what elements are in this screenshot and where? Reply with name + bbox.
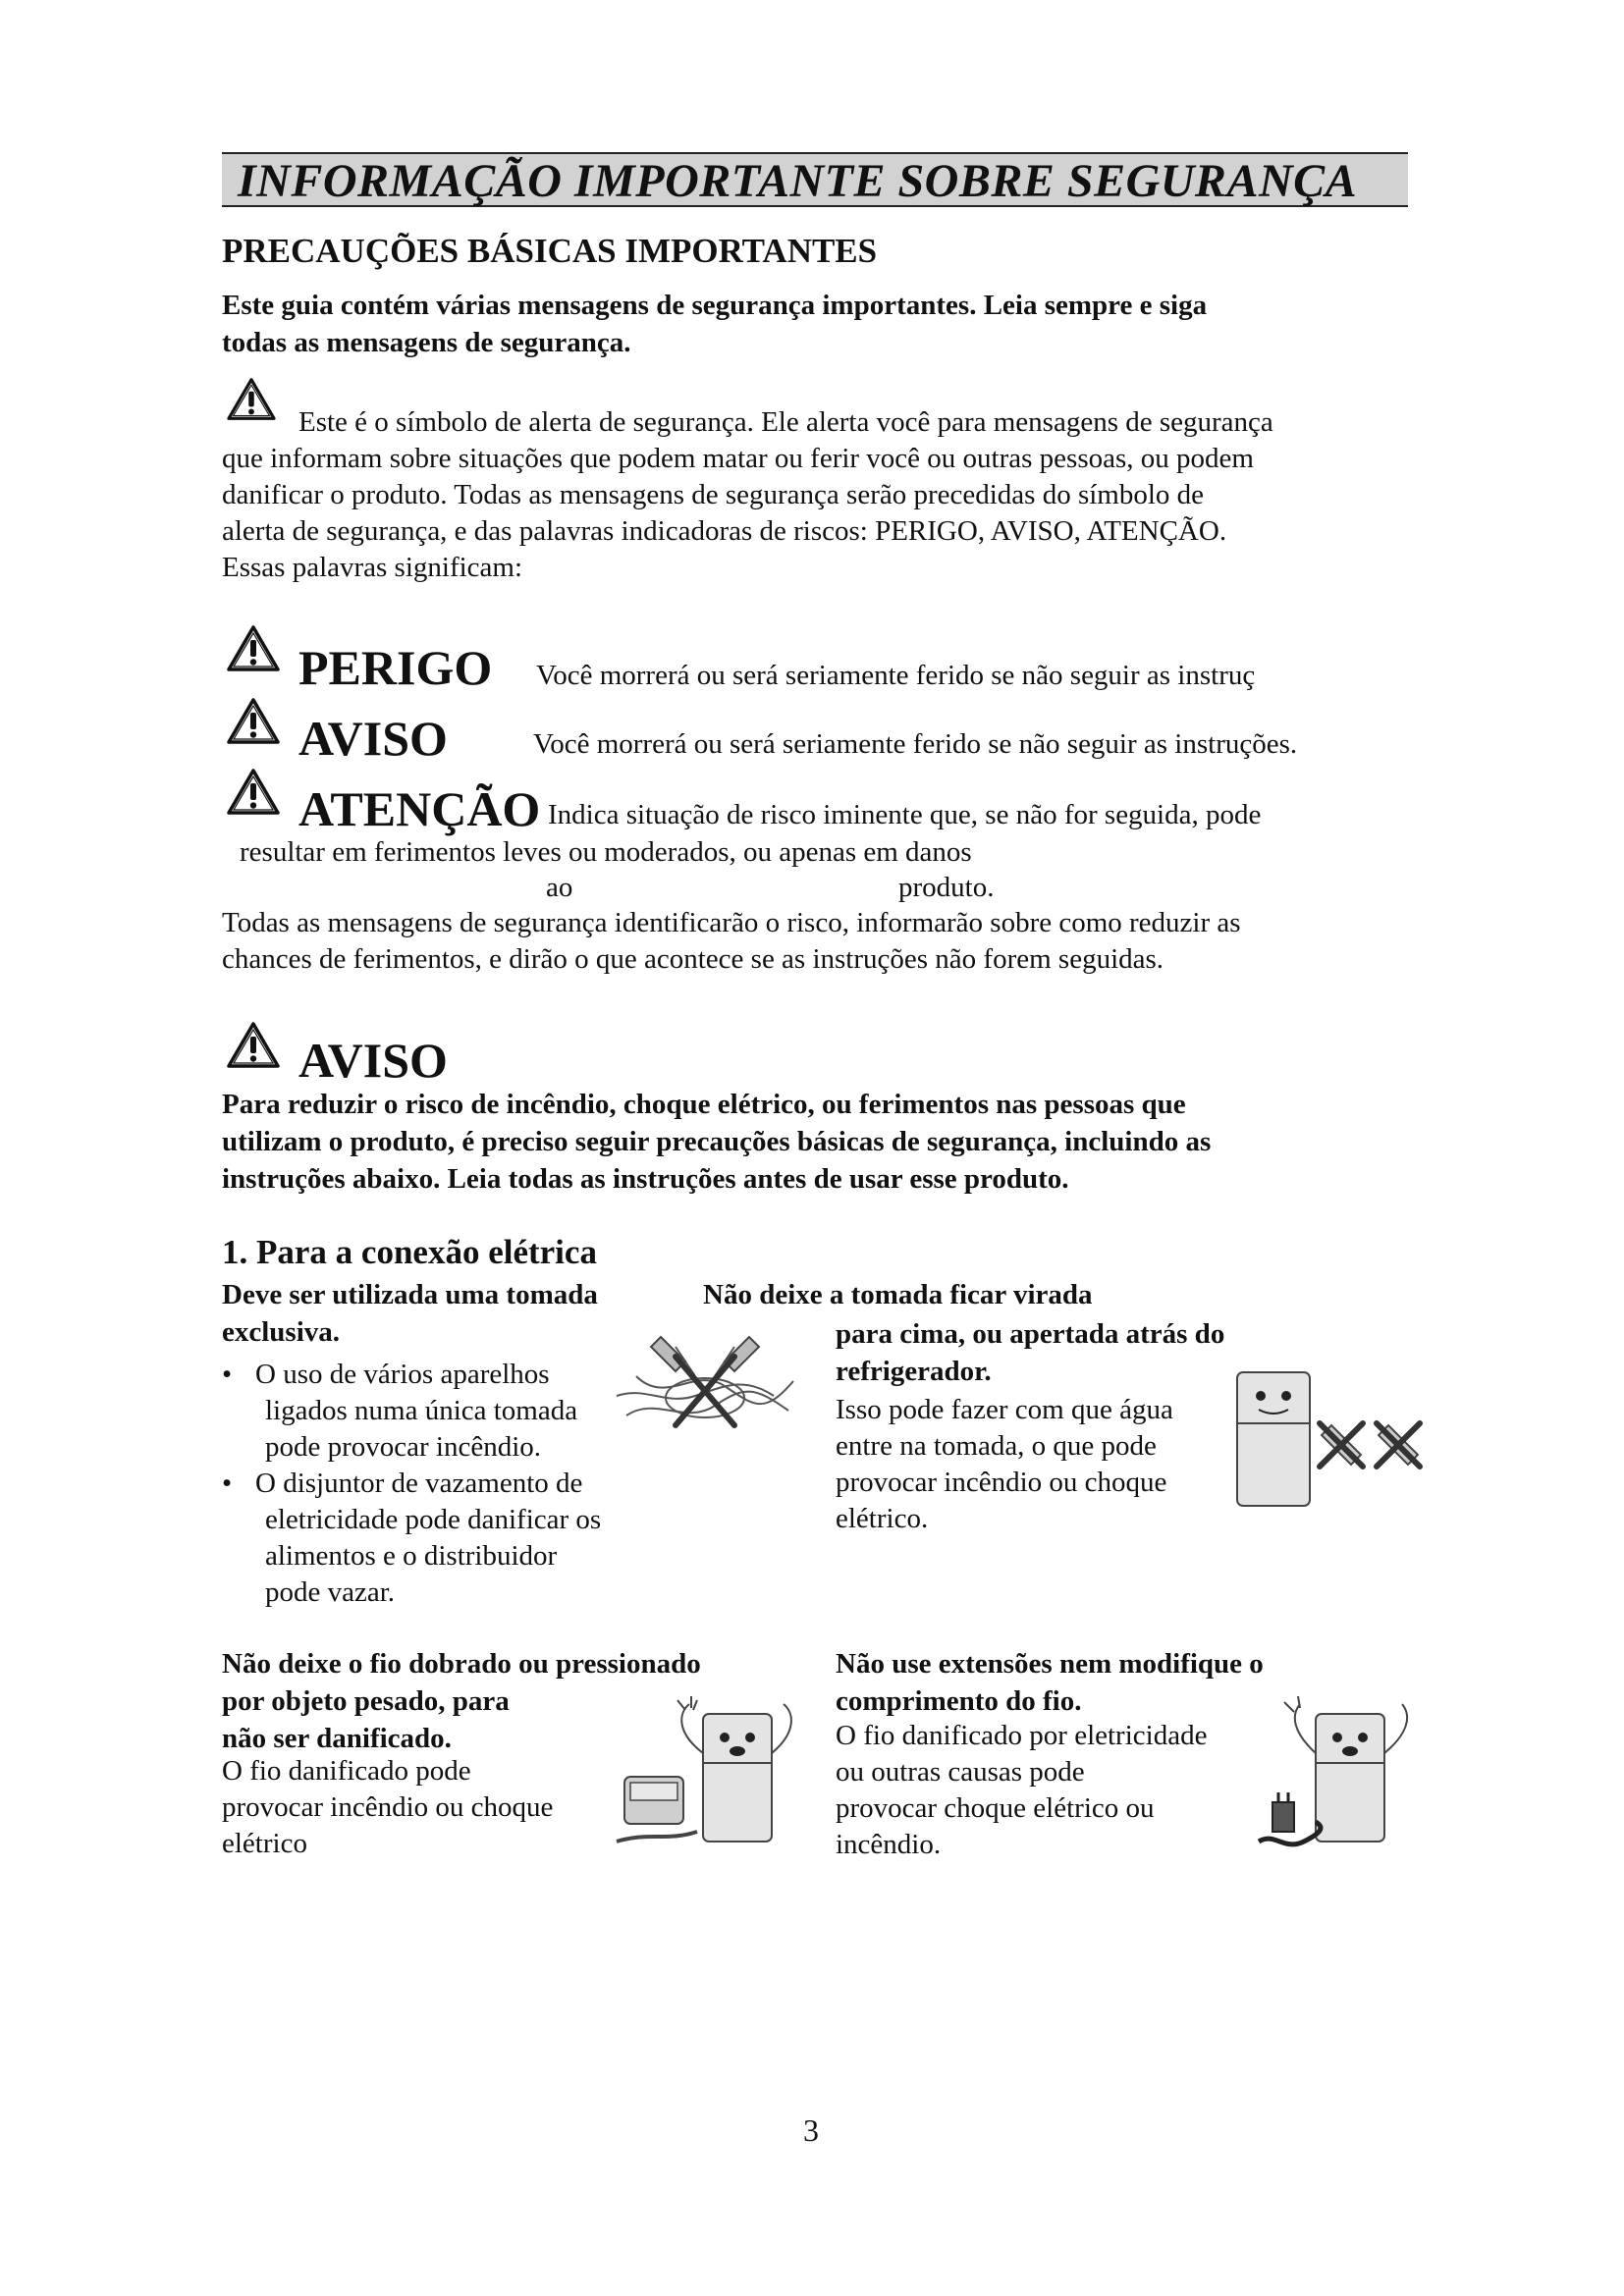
item2-body-line: provocar incêndio ou choque — [836, 1467, 1167, 1498]
item3-body — [222, 1753, 553, 1862]
item3-title-line: por objeto pesado, para — [222, 1685, 510, 1717]
warning-line: instruções abaixo. Leia todas as instruções antes de usar esse produto. — [222, 1163, 1069, 1195]
warning-triangle-icon — [226, 697, 281, 746]
item4-body — [836, 1718, 1207, 1863]
item4-body-line: O fio danificado por eletricidade — [836, 1720, 1208, 1751]
intro-line: Este guia contém várias mensagens de segurança importantes. Leia sempre e siga — [222, 290, 1208, 321]
multi-plug-illustration — [607, 1327, 803, 1445]
all-messages-line: chances de ferimentos, e dirão o que acontece se as instruções não forem seguidas. — [222, 943, 1164, 975]
section-heading: PRECAUÇÕES BÁSICAS IMPORTANTES — [222, 232, 878, 270]
bullet-line: pode vazar. — [265, 1576, 396, 1608]
header-bar — [222, 152, 1408, 207]
warning-triangle-icon — [226, 624, 281, 673]
item3-title-line: não ser danificado. — [222, 1723, 452, 1754]
electrical-heading: 1. Para a conexão elétrica — [222, 1233, 597, 1271]
bullet-line: O uso de vários aparelhos — [255, 1359, 550, 1390]
caution-continuation-produto: produto. — [898, 872, 995, 903]
item1-title-line: exclusiva. — [222, 1316, 341, 1348]
signal-word-aviso: AVISO — [298, 711, 448, 766]
bullet-line: eletricidade pode danificar os — [265, 1504, 602, 1535]
alert-line: Este é o símbolo de alerta de segurança. Ele alerta você para mensagens de segurança — [298, 406, 1273, 438]
bullet-line: alimentos e o distribuidor — [265, 1540, 558, 1572]
item3-body-line: provocar incêndio ou choque — [222, 1791, 554, 1823]
warning-line: Para reduzir o risco de incêndio, choque elétrico, ou ferimentos nas pessoas que — [222, 1089, 1186, 1120]
warning-triangle-icon — [226, 1021, 281, 1070]
item4-title-line: Não use extensões nem modifique o — [836, 1648, 1264, 1680]
cord-pressed-illustration — [609, 1694, 805, 1851]
item3-title-line: Não deixe o fio dobrado ou pressionado — [222, 1648, 701, 1680]
intro-paragraph — [222, 287, 1207, 361]
item2-title-line-1: Não deixe a tomada ficar virada — [703, 1279, 1093, 1310]
item3-body-line: elétrico — [222, 1828, 307, 1859]
item1-title-line: Deve ser utilizada uma tomada — [222, 1279, 598, 1310]
extension-cord-illustration — [1255, 1694, 1432, 1861]
page-number: 3 — [803, 2112, 819, 2148]
intro-line: todas as mensagens de segurança. — [222, 327, 631, 358]
signal-desc-aviso: Você morrerá ou será seriamente ferido se não seguir as instruções. — [533, 728, 1298, 760]
caution-continuation-ao: ao — [546, 872, 573, 903]
item2-title-line: refrigerador. — [836, 1356, 992, 1387]
item4-body-line: incêndio. — [836, 1829, 942, 1860]
item2-title — [836, 1315, 1224, 1390]
item2-body — [836, 1392, 1173, 1537]
bullet-item — [222, 1357, 654, 1466]
bullet-dot: • — [222, 1468, 233, 1499]
bullet-item — [222, 1466, 654, 1611]
all-messages-line: Todas as mensagens de segurança identificarão o risco, informarão sobre como reduzir as — [222, 907, 1241, 938]
item3-body-line: O fio danificado pode — [222, 1755, 471, 1787]
signal-desc-atencao: Indica situação de risco iminente que, se não for seguida, pode — [548, 799, 1262, 830]
alert-line: danificar o produto. Todas as mensagens de segurança serão precedidas do símbolo de — [222, 479, 1205, 510]
alert-paragraph — [222, 404, 1273, 586]
item1-bullets — [222, 1357, 654, 1611]
item4-body-line: ou outras causas pode — [836, 1756, 1085, 1788]
alert-line: alerta de segurança, e das palavras indicadoras de riscos: PERIGO, AVISO, ATENÇÃO. — [222, 515, 1227, 547]
bullet-line: pode provocar incêndio. — [265, 1431, 542, 1463]
item2-body-line: entre na tomada, o que pode — [836, 1430, 1157, 1462]
item4-title-line: comprimento do fio. — [836, 1685, 1082, 1717]
alert-line: que informam sobre situações que podem matar ou ferir você ou outras pessoas, ou podem — [222, 443, 1254, 474]
warning-triangle-icon — [226, 768, 281, 817]
signal-word-atencao: ATENÇÃO — [298, 781, 541, 836]
fridge-plug-illustration — [1231, 1366, 1428, 1514]
item1-title — [222, 1276, 598, 1351]
warning-paragraph — [222, 1086, 1211, 1198]
signal-desc-perigo: Você morrerá ou será seriamente ferido se não seguir as instruç — [536, 660, 1256, 691]
warning-heading: AVISO — [298, 1033, 448, 1088]
signal-word-perigo: PERIGO — [298, 640, 493, 695]
all-messages-paragraph — [222, 905, 1241, 978]
caution-continuation: resultar em ferimentos leves ou moderados, ou apenas em danos — [240, 836, 972, 868]
item2-title-line: para cima, ou apertada atrás do — [836, 1318, 1225, 1350]
item4-title — [836, 1645, 1264, 1720]
bullet-line: ligados numa única tomada — [265, 1395, 578, 1426]
item4-body-line: provocar choque elétrico ou — [836, 1792, 1155, 1824]
item2-body-line: elétrico. — [836, 1503, 929, 1534]
warning-line: utilizam o produto, é preciso seguir precauções básicas de segurança, incluindo as — [222, 1126, 1212, 1157]
alert-line: Essas palavras significam: — [222, 552, 523, 583]
item2-body-line: Isso pode fazer com que água — [836, 1394, 1173, 1425]
bullet-dot: • — [222, 1359, 233, 1390]
bullet-line: O disjuntor de vazamento de — [255, 1468, 583, 1499]
page-title: INFORMAÇÃO IMPORTANTE SOBRE SEGURANÇA — [238, 155, 1358, 207]
